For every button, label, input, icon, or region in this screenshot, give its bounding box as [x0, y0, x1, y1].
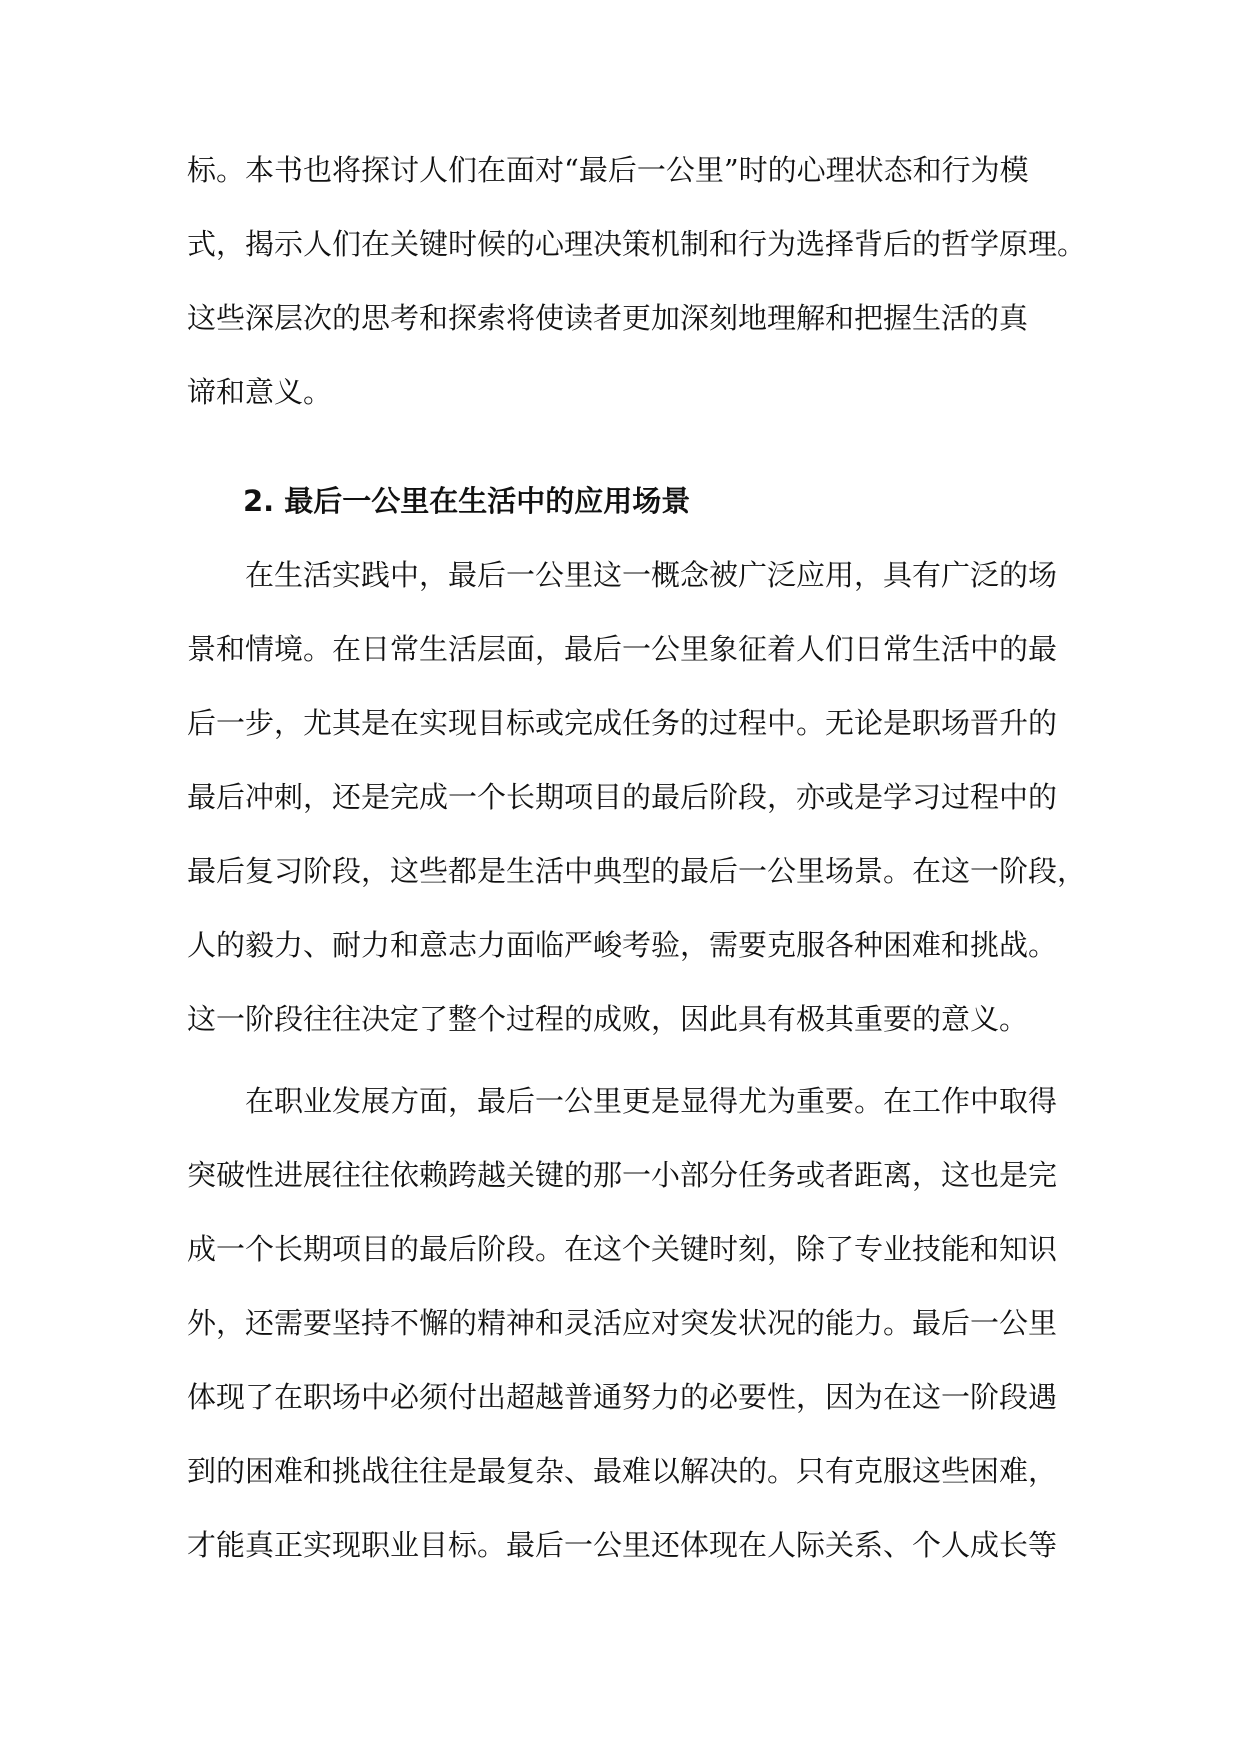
paragraph-2-line-3: 后一步，尤其是在实现目标或完成任务的过程中。无论是职场晋升的	[187, 706, 1058, 740]
paragraph-2-line-7: 这一阶段往往决定了整个过程的成败，因此具有极其重要的意义。	[187, 1002, 1029, 1036]
paragraph-1-line-4: 谛和意义。	[187, 375, 333, 409]
paragraph-2-line-6: 人的毅力、耐力和意志力面临严峻考验，需要克服各种困难和挑战。	[187, 928, 1058, 962]
paragraph-3-line-1: 在职业发展方面，最后一公里更是显得尤为重要。在工作中取得	[245, 1084, 1058, 1118]
paragraph-3-line-6: 到的困难和挑战往往是最复杂、最难以解决的。只有克服这些困难，	[187, 1454, 1058, 1488]
paragraph-3-line-7: 才能真正实现职业目标。最后一公里还体现在人际关系、个人成长等	[187, 1528, 1058, 1562]
paragraph-1-line-1: 标。本书也将探讨人们在面对“最后一公里”时的心理状态和行为模	[187, 153, 1029, 187]
paragraph-1-line-3: 这些深层次的思考和探索将使读者更加深刻地理解和把握生活的真	[187, 301, 1029, 335]
paragraph-1-line-2: 式，揭示人们在关键时候的心理决策机制和行为选择背后的哲学原理。	[187, 227, 1087, 261]
paragraph-2-line-1: 在生活实践中，最后一公里这一概念被广泛应用，具有广泛的场	[245, 558, 1058, 592]
paragraph-2-line-4: 最后冲刺，还是完成一个长期项目的最后阶段，亦或是学习过程中的	[187, 780, 1058, 814]
paragraph-3-line-5: 体现了在职场中必须付出超越普通努力的必要性，因为在这一阶段遇	[187, 1380, 1058, 1414]
paragraph-3-line-2: 突破性进展往往依赖跨越关键的那一小部分任务或者距离，这也是完	[187, 1158, 1058, 1192]
paragraph-2-line-5: 最后复习阶段，这些都是生活中典型的最后一公里场景。在这一阶段，	[187, 854, 1087, 888]
section-heading: 2. 最后一公里在生活中的应用场景	[243, 484, 691, 518]
paragraph-3-line-3: 成一个长期项目的最后阶段。在这个关键时刻，除了专业技能和知识	[187, 1232, 1058, 1266]
paragraph-2-line-2: 景和情境。在日常生活层面，最后一公里象征着人们日常生活中的最	[187, 632, 1058, 666]
paragraph-3-line-4: 外，还需要坚持不懈的精神和灵活应对突发状况的能力。最后一公里	[187, 1306, 1058, 1340]
